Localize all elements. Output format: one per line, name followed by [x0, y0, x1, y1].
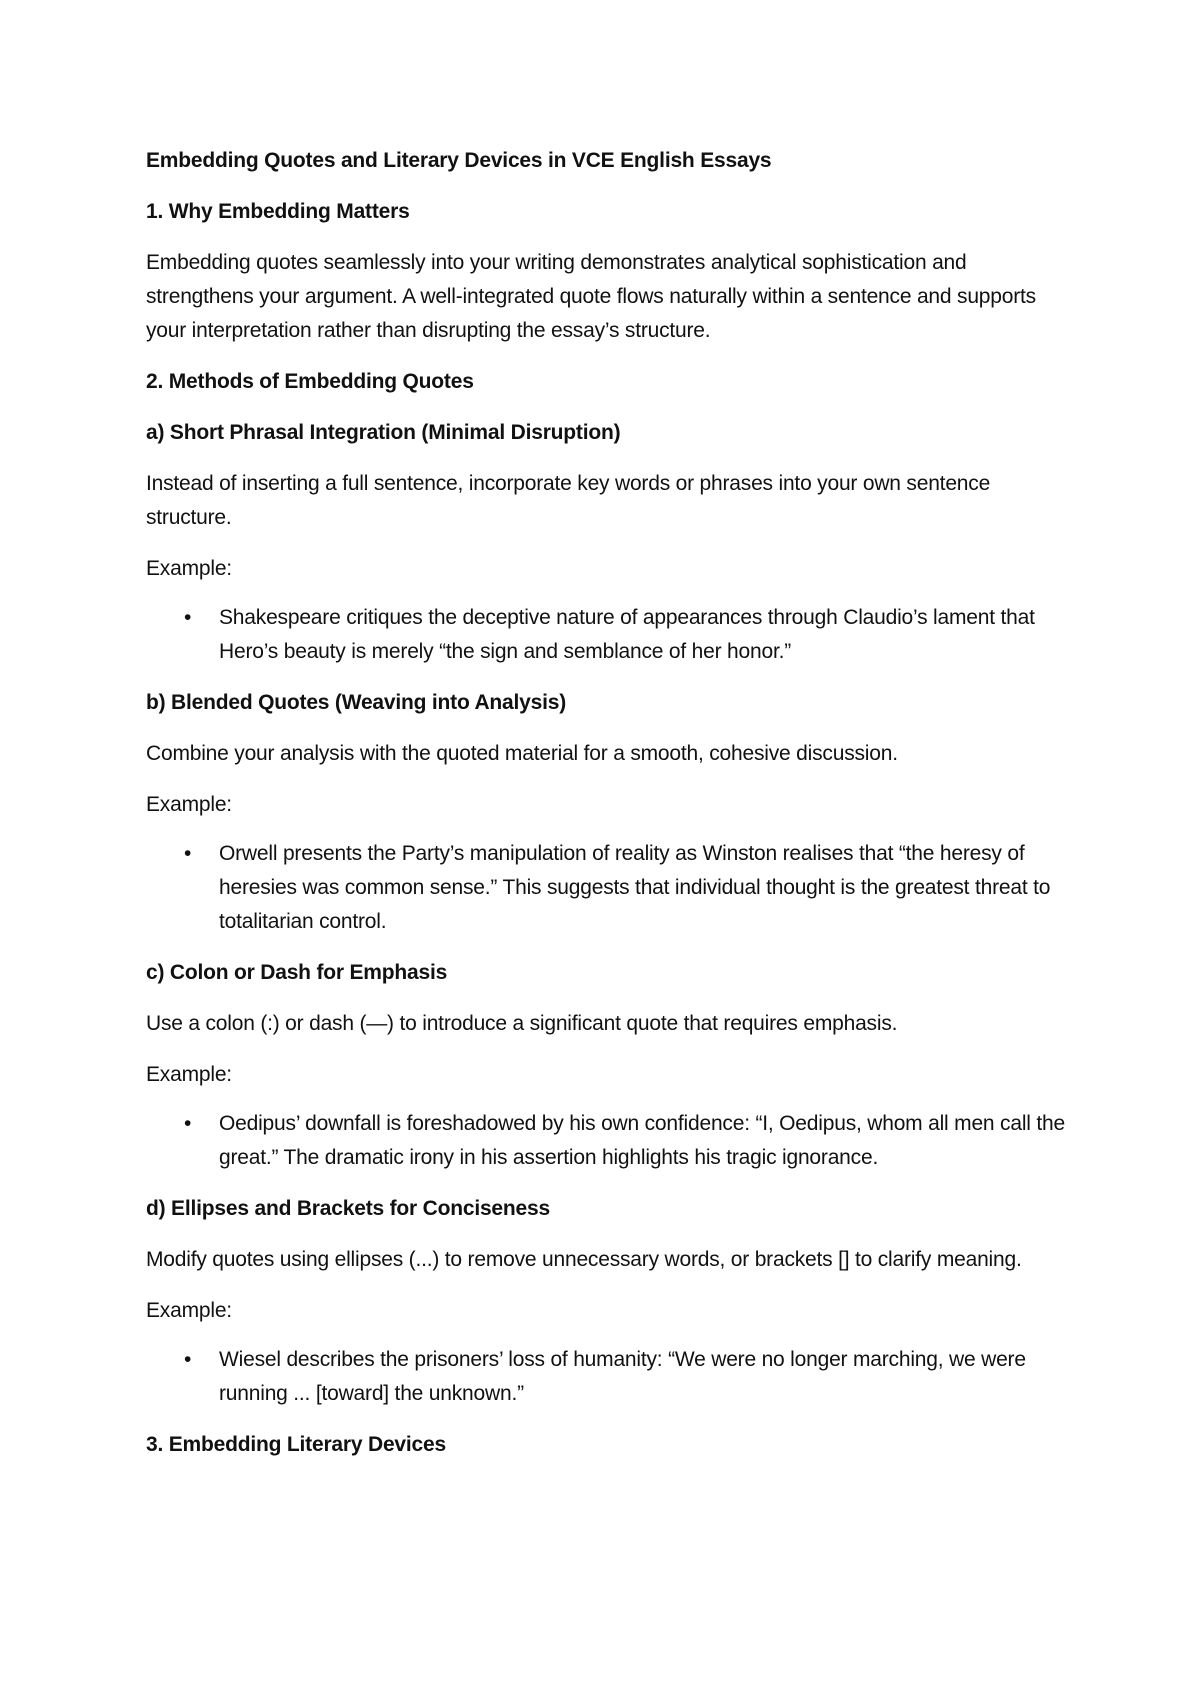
subsection-d-paragraph: Modify quotes using ellipses (...) to remove unnecessary words, or brackets [] to clarify meaning. — [146, 1248, 1022, 1271]
subsection-d-example-label: Example: — [146, 1299, 232, 1322]
bullet-icon: • — [184, 842, 192, 865]
list-item — [146, 601, 1068, 669]
example-text: Wiesel describes the prisoners’ loss of humanity: “We were no longer marching, we were running ... [toward] the unknown.” — [219, 1348, 1026, 1405]
section-2-heading: 2. Methods of Embedding Quotes — [146, 370, 474, 393]
example-text: Shakespeare critiques the deceptive nature of appearances through Claudio’s lament that Hero’s beauty is merely “the sign and semblance of her honor.” — [219, 606, 1035, 663]
subsection-b-example-list — [146, 837, 1068, 939]
bullet-icon: • — [184, 1348, 192, 1371]
subsection-b-heading: b) Blended Quotes (Weaving into Analysis) — [146, 691, 567, 714]
document-body — [146, 144, 1068, 1479]
subsection-c-paragraph: Use a colon (:) or dash (—) to introduce a significant quote that requires emphasis. — [146, 1012, 898, 1035]
bullet-icon: • — [184, 606, 192, 629]
subsection-c-example-list — [146, 1107, 1068, 1175]
list-item — [146, 837, 1068, 939]
subsection-a-heading: a) Short Phrasal Integration (Minimal Disruption) — [146, 421, 621, 444]
example-text: Orwell presents the Party’s manipulation of reality as Winston realises that “the heresy of heresies was common sense.” This suggests that individual thought is the greatest threat to totalitarian control. — [219, 842, 1051, 933]
subsection-a-example-list — [146, 601, 1068, 669]
example-text: Oedipus’ downfall is foreshadowed by his own confidence: “I, Oedipus, whom all men call the great.” The dramatic irony in his assertion highlights his tragic ignorance. — [219, 1112, 1065, 1169]
subsection-a-paragraph: Instead of inserting a full sentence, incorporate key words or phrases into your own sentence structure. — [146, 472, 991, 529]
bullet-icon: • — [184, 1112, 192, 1135]
subsection-a-example-label: Example: — [146, 557, 232, 580]
subsection-b-example-label: Example: — [146, 793, 232, 816]
section-1-paragraph: Embedding quotes seamlessly into your writing demonstrates analytical sophistication and strengthens your argument. A well-integrated quote flows naturally within a sentence and supports your interpretation rather than disrupting the essay’s structure. — [146, 251, 1036, 342]
subsection-c-example-label: Example: — [146, 1063, 232, 1086]
subsection-d-example-list — [146, 1343, 1068, 1411]
subsection-d-heading: d) Ellipses and Brackets for Conciseness — [146, 1197, 550, 1220]
document-title: Embedding Quotes and Literary Devices in VCE English Essays — [146, 149, 772, 172]
section-3-heading: 3. Embedding Literary Devices — [146, 1433, 446, 1456]
subsection-c-heading: c) Colon or Dash for Emphasis — [146, 961, 448, 984]
section-1-heading: 1. Why Embedding Matters — [146, 200, 410, 223]
list-item — [146, 1343, 1068, 1411]
subsection-b-paragraph: Combine your analysis with the quoted material for a smooth, cohesive discussion. — [146, 742, 898, 765]
list-item — [146, 1107, 1068, 1175]
